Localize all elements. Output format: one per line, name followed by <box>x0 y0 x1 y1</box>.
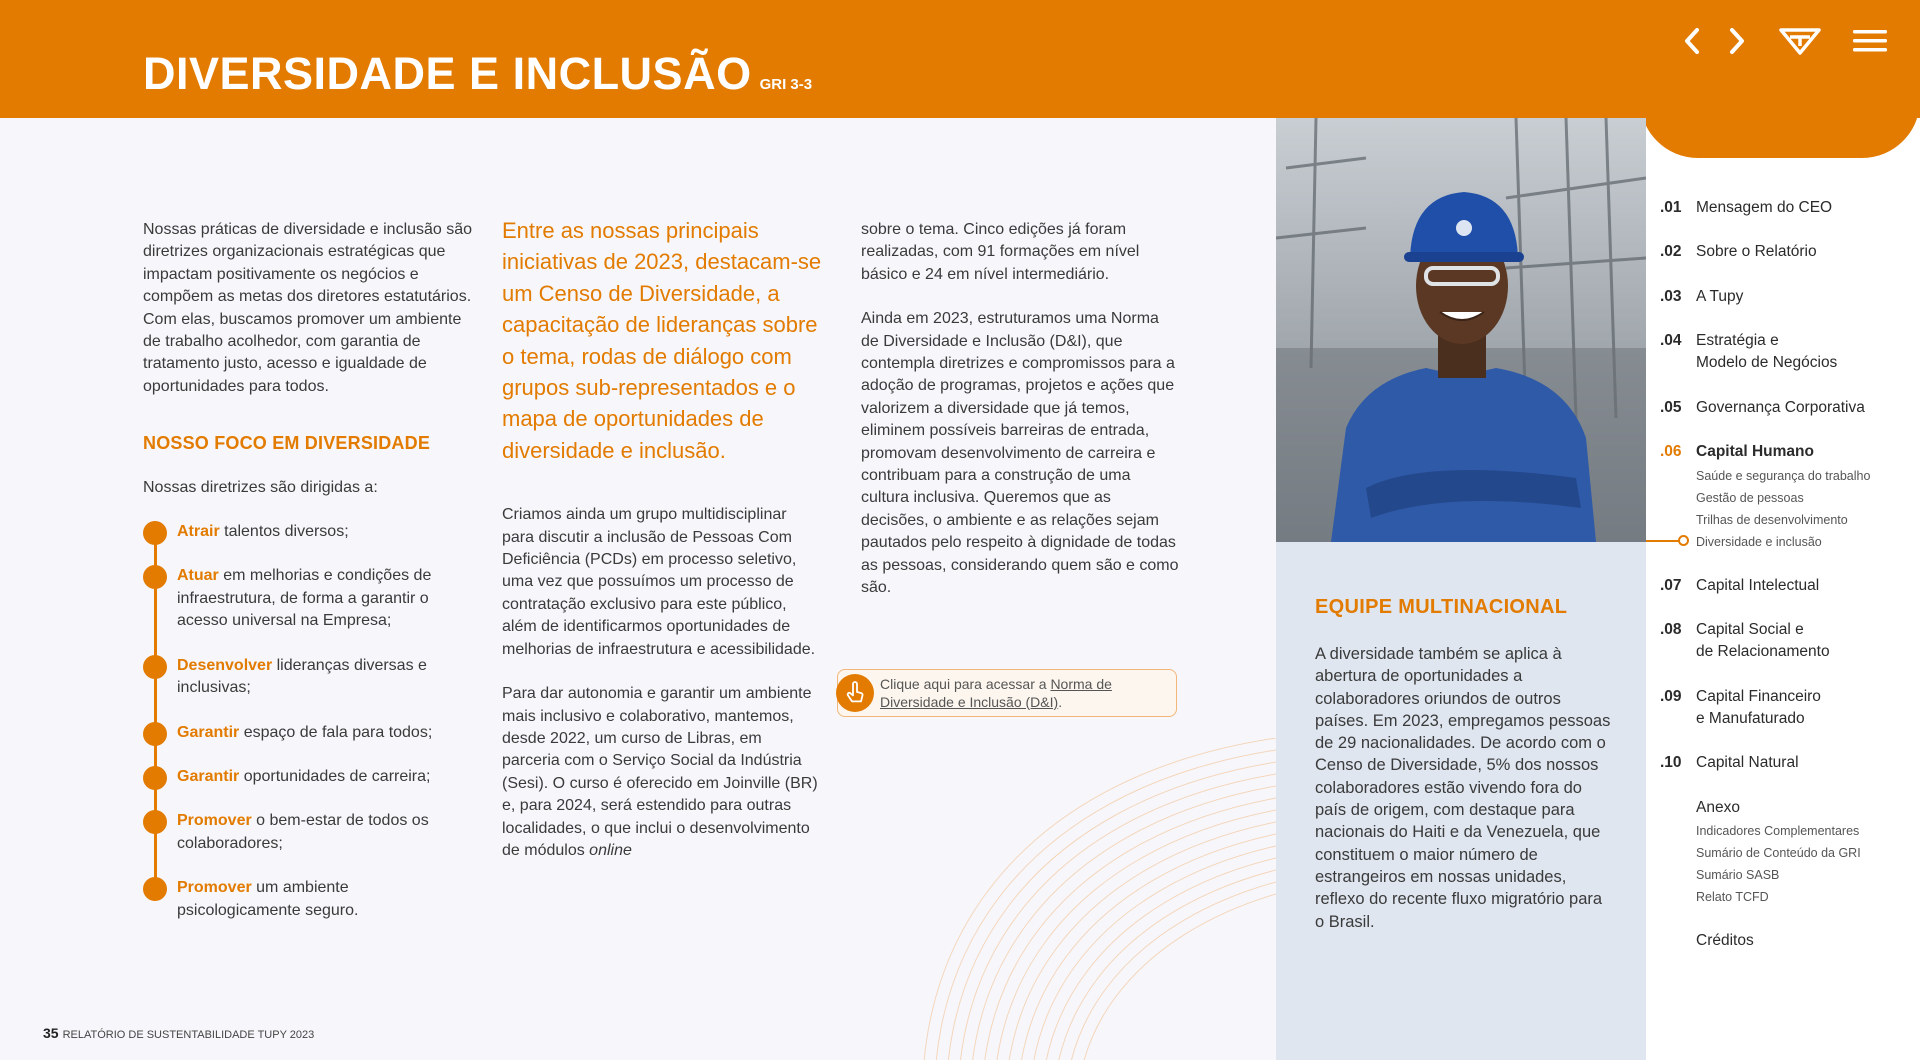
norma-link-text[interactable]: Clique aqui para acessar a Norma de Diversidade e Inclusão (D&I). <box>880 676 1112 710</box>
decorative-lines <box>870 738 1276 1060</box>
timeline-item: Garantir oportunidades de carreira; <box>177 766 473 788</box>
timeline-dot <box>143 722 167 746</box>
page-number: 35 <box>43 1025 59 1041</box>
worker-photo <box>1276 118 1646 542</box>
timeline-item: Atuar em melhorias e condições de infraestrutura, de forma a garantir o acesso universal na Empresa; <box>177 565 473 632</box>
intro-paragraph: Nossas práticas de diversidade e inclusão são diretrizes organizacionais estratégicas que impactam positivamente os negócios e compõem as metas dos diretores estatutários. Com elas, buscamos promover um ambiente de trabalho acolhedor, com garantia de tratamento justo, acesso e igualdade de oportunidades para todos. <box>143 221 473 395</box>
gri-tag: GRI 3-3 <box>759 76 813 93</box>
timeline-item: Atrair talentos diversos; <box>177 521 473 543</box>
hand-pointer-icon <box>836 674 874 712</box>
libras-paragraph: Para dar autonomia e garantir um ambiente mais inclusivo e colaborativo, mantemos, desde 2022, um curso de Libras, em parceria com o Serviço Social da Indústria (Sesi). O curso é oferecido em Joinville (BR) e, para 2024, será estendido para outras localidades, o que inclui o desenvolvimento de módulos online <box>502 685 818 859</box>
timeline-item: Promover um ambiente psicologicamente seguro. <box>177 877 473 922</box>
submenu-diversidade[interactable]: Diversidade e inclusão <box>1696 535 1822 549</box>
guidelines-lead: Nossas diretrizes são dirigidas a: <box>143 478 378 496</box>
menu-item-ceo[interactable]: .01 Mensagem do CEO <box>1660 199 1833 216</box>
timeline-dot <box>143 521 167 545</box>
timeline-item: Promover o bem-estar de todos os colaboradores; <box>177 810 473 855</box>
column-1 <box>143 219 473 944</box>
page-title: DIVERSIDADE E INCLUSÃO GRI 3-3 <box>143 48 813 99</box>
menu-item-creditos[interactable]: Créditos <box>1696 932 1754 949</box>
sidebar-menu <box>1660 0 1920 1060</box>
editions-paragraph: sobre o tema. Cinco edições já foram realizadas, com 91 formações em nível básico e 24 em nível intermediário. <box>861 221 1140 283</box>
menu-item-capital-natural[interactable]: .10 Capital Natural <box>1660 754 1799 771</box>
timeline-item: Desenvolver lideranças diversas e inclusivas; <box>177 655 473 700</box>
column-2 <box>502 215 822 884</box>
timeline-dot <box>143 766 167 790</box>
panel-body: A diversidade também se aplica à abertura de oportunidades a colaboradores oriundos de outros países. Em 2023, empregamos pessoas de 29 nacionalidades. De acordo com o Censo de Diversidade, 5% dos nossos colaboradores estão vivendo fora do país de origem, com destaque para nacionais do Haiti e da Venezuela, que constituem o maior número de estrangeiros em nossas unidades, reflexo do recente fluxo migratório para o Brasil. <box>1315 645 1611 931</box>
submenu-gri[interactable]: Sumário de Conteúdo da GRI <box>1696 846 1861 860</box>
footer-text: RELATÓRIO DE SUSTENTABILIDADE TUPY 2023 <box>62 1029 315 1041</box>
submenu-gestao[interactable]: Gestão de pessoas <box>1696 491 1804 505</box>
submenu-trilhas[interactable]: Trilhas de desenvolvimento <box>1696 513 1848 527</box>
menu-item-capital-social[interactable]: .08 Capital Social e de Relacionamento <box>1660 621 1830 660</box>
timeline-dot <box>143 565 167 589</box>
submenu-sasb[interactable]: Sumário SASB <box>1696 868 1780 882</box>
timeline-item: Garantir espaço de fala para todos; <box>177 722 473 744</box>
menu-item-governanca[interactable]: .05 Governança Corporativa <box>1660 399 1865 416</box>
section-heading-focus: NOSSO FOCO EM DIVERSIDADE <box>143 433 431 454</box>
submenu-saude[interactable]: Saúde e segurança do trabalho <box>1696 469 1871 483</box>
submenu-tcfd[interactable]: Relato TCFD <box>1696 890 1769 904</box>
timeline-dot <box>143 810 167 834</box>
menu-item-estrategia[interactable]: .04 Estratégia e Modelo de Negócios <box>1660 332 1838 371</box>
menu-item-tupy[interactable]: .03 A Tupy <box>1660 288 1744 305</box>
page-footer <box>43 1025 314 1041</box>
panel-heading: EQUIPE MULTINACIONAL <box>1315 596 1568 618</box>
menu-item-capital-humano[interactable]: .06 Capital Humano <box>1660 443 1814 460</box>
menu-item-anexo[interactable]: Anexo <box>1696 799 1740 816</box>
timeline-dot <box>143 655 167 679</box>
timeline-dot <box>143 877 167 901</box>
menu-item-capital-financeiro[interactable]: .09 Capital Financeiro e Manufaturado <box>1660 688 1821 727</box>
column-3 <box>861 219 1181 622</box>
submenu-indicadores[interactable]: Indicadores Complementares <box>1696 824 1860 838</box>
highlight-quote: Entre as nossas principais iniciativas de 2023, destacam-se um Censo de Diversidade, a capacitação de lideranças sobre o tema, rodas de diálogo com grupos sub-representados e o mapa de oportunidades de diversidade e inclusão. <box>502 218 822 463</box>
norma-paragraph: Ainda em 2023, estruturamos uma Norma de Diversidade e Inclusão (D&I), que contempla diretrizes e compromissos para a adoção de programas, projetos e ações que valorizem a diversidade que já temos, eliminem possíveis barreiras de entrada, promovam desenvolvimento de carreira e contribuam para a construção de uma cultura inclusiva. Queremos que as decisões, o ambiente e as relações sejam pautados pelo respeito à dignidade de todas as pessoas, considerando quem são e como são. <box>861 310 1179 597</box>
guidelines-timeline <box>143 521 473 922</box>
pcd-paragraph: Criamos ainda um grupo multidisciplinar para discutir a inclusão de Pessoas Com Deficiência (PCDs) em processo seletivo, uma vez que possuímos um processo de contratação exclusivo para este público, além de identificarmos oportunidades de melhorias de infraestrutura e acessibilidade. <box>502 506 816 658</box>
menu-item-capital-intelectual[interactable]: .07 Capital Intelectual <box>1660 577 1820 594</box>
norma-link-button[interactable] <box>837 669 1177 717</box>
menu-item-relatorio[interactable]: .02 Sobre o Relatório <box>1660 243 1817 260</box>
